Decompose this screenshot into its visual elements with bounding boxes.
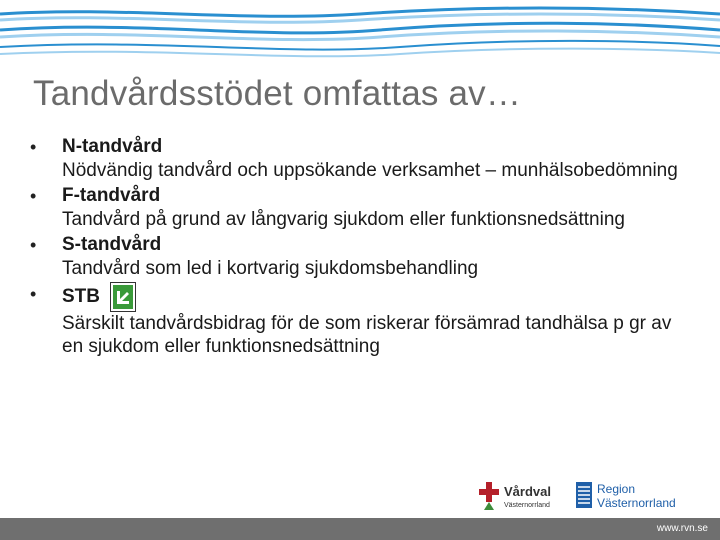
footer-bar xyxy=(0,518,720,540)
item-heading: N-tandvård xyxy=(62,136,163,157)
list-item xyxy=(30,282,690,358)
item-description: Särskilt tandvårdsbidrag för de som riskerar försämrad tandhälsa p gr av en sjukdom eller funktionsnedsättning xyxy=(62,313,672,357)
item-heading: S-tandvård xyxy=(62,234,162,255)
region-logo xyxy=(576,482,676,510)
shortcut-arrow-icon[interactable] xyxy=(110,282,136,312)
item-description: Tandvård på grund av långvarig sjukdom eller funktionsnedsättning xyxy=(62,209,625,230)
footer-url[interactable]: www.rvn.se xyxy=(656,523,708,534)
vardval-region: Västernorrland xyxy=(504,502,550,509)
region-county: Västernorrland xyxy=(597,496,676,510)
list-item xyxy=(30,233,690,280)
bullet: • xyxy=(30,186,37,206)
item-heading: F-tandvård xyxy=(62,185,161,206)
item-description: Tandvård som led i kortvarig sjukdomsbehandling xyxy=(62,258,479,279)
bullet: • xyxy=(30,284,37,304)
vardval-name: Vårdval xyxy=(504,484,551,499)
item-description: Nödvändig tandvård och uppsökande verksamhet – munhälsobedömning xyxy=(62,160,678,181)
region-name: Region xyxy=(597,482,636,496)
partner-logos xyxy=(478,478,690,512)
list-item xyxy=(30,184,690,231)
bullet: • xyxy=(30,137,37,157)
bullet: • xyxy=(30,235,37,255)
vardval-logo xyxy=(479,482,551,510)
bullet-list xyxy=(30,135,690,360)
list-item xyxy=(30,135,690,182)
header-waves xyxy=(0,0,720,70)
item-heading: STB xyxy=(62,286,100,307)
slide-title: Tandvårdsstödet omfattas av… xyxy=(33,74,522,113)
